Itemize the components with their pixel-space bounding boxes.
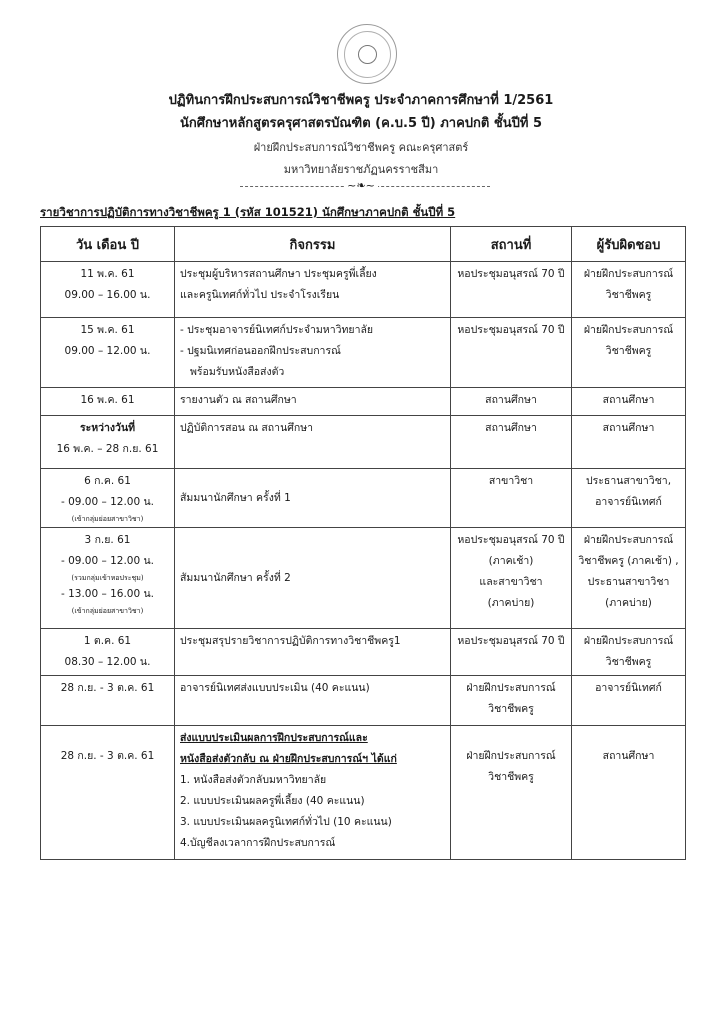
date-cell: 6 ก.ค. 61 - 09.00 – 12.00 น. (เข้ากลุ่มย่อยสาขาวิชา) (41, 469, 175, 528)
location-cell: หอประชุมอนุสรณ์ 70 ปี (451, 262, 572, 318)
responsible-cell: สถานศึกษา (572, 388, 686, 416)
location-cell: สาขาวิชา (451, 469, 572, 528)
table-row (41, 318, 686, 388)
date-cell: 15 พ.ค. 61 09.00 – 12.00 น. (41, 318, 175, 388)
responsible-cell: สถานศึกษา (572, 416, 686, 469)
activity-cell: ส่งแบบประเมินผลการฝึกประสบการณ์และ หนังสือส่งตัวกลับ ณ ฝ่ายฝึกประสบการณ์ฯ ได้แก่ 1. หนังสือส่งตัวกลับมหาวิทยาลัย 2. แบบประเมินผลครูพี่เลี้ยง (40 คะแนน) 3. แบบประเมินผลครูนิเทศก์ทั่วไป (10 คะแนน) 4.บัญชีลงเวลาการฝึกประสบการณ์ (175, 726, 451, 860)
date-cell: 11 พ.ค. 61 09.00 – 16.00 น. (41, 262, 175, 318)
table-row (41, 726, 686, 860)
location-cell: ฝ่ายฝึกประสบการณ์ วิชาชีพครู (451, 726, 572, 860)
responsible-cell: ประธานสาขาวิชา, อาจารย์นิเทศก์ (572, 469, 686, 528)
table-row (41, 416, 686, 469)
date-cell: ระหว่างวันที่ 16 พ.ค. – 28 ก.ย. 61 (41, 416, 175, 469)
activity-cell: ปฏิบัติการสอน ณ สถานศึกษา (175, 416, 451, 469)
course-heading: รายวิชาการปฏิบัติการทางวิชาชีพครู 1 (รหัส 101521) นักศึกษาภาคปกติ ชั้นปีที่ 5 (40, 205, 456, 219)
header-responsible: ผู้รับผิดชอบ (572, 227, 686, 262)
date-cell: 28 ก.ย. - 3 ต.ค. 61 (41, 676, 175, 726)
divider-ornament-icon: ~❧~ (344, 179, 378, 193)
activity-cell: ประชุมสรุปรายวิชาการปฏิบัติการทางวิชาชีพครู1 (175, 629, 451, 676)
table-row (41, 469, 686, 528)
date-cell: 1 ต.ค. 61 08.30 – 12.00 น. (41, 629, 175, 676)
university-name: มหาวิทยาลัยราชภัฏนครราชสีมา (283, 163, 439, 176)
location-cell: หอประชุมอนุสรณ์ 70 ปี (451, 318, 572, 388)
table-row (41, 629, 686, 676)
activity-cell: สัมมนานักศึกษา ครั้งที่ 2 (175, 528, 451, 629)
date-cell: 3 ก.ย. 61 - 09.00 – 12.00 น. (รวมกลุ่มเข้าหอประชุม) - 13.00 – 16.00 น. (เข้ากลุ่มย่อยสาขาวิชา) (41, 528, 175, 629)
responsible-cell: ฝ่ายฝึกประสบการณ์ วิชาชีพครู (572, 262, 686, 318)
activity-cell: - ประชุมอาจารย์นิเทศก์ประจำมหาวิทยาลัย - ปฐมนิเทศก่อนออกฝึกประสบการณ์ พร้อมรับหนังสือส่งตัว (175, 318, 451, 388)
table-row (41, 262, 686, 318)
table-row (41, 388, 686, 416)
document-subtitle: นักศึกษาหลักสูตรครุศาสตรบัณฑิต (ค.บ.5 ปี) ภาคปกติ ชั้นปีที่ 5 (180, 116, 542, 131)
responsible-cell: อาจารย์นิเทศก์ (572, 676, 686, 726)
table-row (41, 676, 686, 726)
header-date: วัน เดือน ปี (41, 227, 175, 262)
responsible-cell: ฝ่ายฝึกประสบการณ์ วิชาชีพครู (572, 629, 686, 676)
date-cell: 28 ก.ย. - 3 ต.ค. 61 (41, 726, 175, 860)
header-location: สถานที่ (451, 227, 572, 262)
activity-cell: ประชุมผู้บริหารสถานศึกษา ประชุมครูพี่เลี้ยง และครูนิเทศก์ทั่วไป ประจำโรงเรียน (175, 262, 451, 318)
document-title: ปฏิทินการฝึกประสบการณ์วิชาชีพครู ประจำภาคการศึกษาที่ 1/2561 (168, 93, 554, 108)
location-cell: สถานศึกษา (451, 416, 572, 469)
table-row (41, 528, 686, 629)
location-cell: หอประชุมอนุสรณ์ 70 ปี (ภาคเช้า) และสาขาวิชา (ภาคบ่าย) (451, 528, 572, 629)
table-header-row (41, 227, 686, 262)
schedule-table (40, 226, 686, 860)
date-cell: 16 พ.ค. 61 (41, 388, 175, 416)
activity-cell: สัมมนานักศึกษา ครั้งที่ 1 (175, 469, 451, 528)
header-activity: กิจกรรม (175, 227, 451, 262)
responsible-cell: ฝ่ายฝึกประสบการณ์ วิชาชีพครู (ภาคเช้า) , ประธานสาขาวิชา (ภาคบ่าย) (572, 528, 686, 629)
department-name: ฝ่ายฝึกประสบการณ์วิชาชีพครู คณะครุศาสตร์ (253, 141, 469, 154)
location-cell: สถานศึกษา (451, 388, 572, 416)
location-cell: ฝ่ายฝึกประสบการณ์ วิชาชีพครู (451, 676, 572, 726)
responsible-cell: ฝ่ายฝึกประสบการณ์ วิชาชีพครู (572, 318, 686, 388)
location-cell: หอประชุมอนุสรณ์ 70 ปี (451, 629, 572, 676)
university-seal-icon (337, 24, 397, 84)
activity-cell: รายงานตัว ณ สถานศึกษา (175, 388, 451, 416)
responsible-cell: สถานศึกษา (572, 726, 686, 860)
activity-cell: อาจารย์นิเทศส่งแบบประเมิน (40 คะแนน) (175, 676, 451, 726)
